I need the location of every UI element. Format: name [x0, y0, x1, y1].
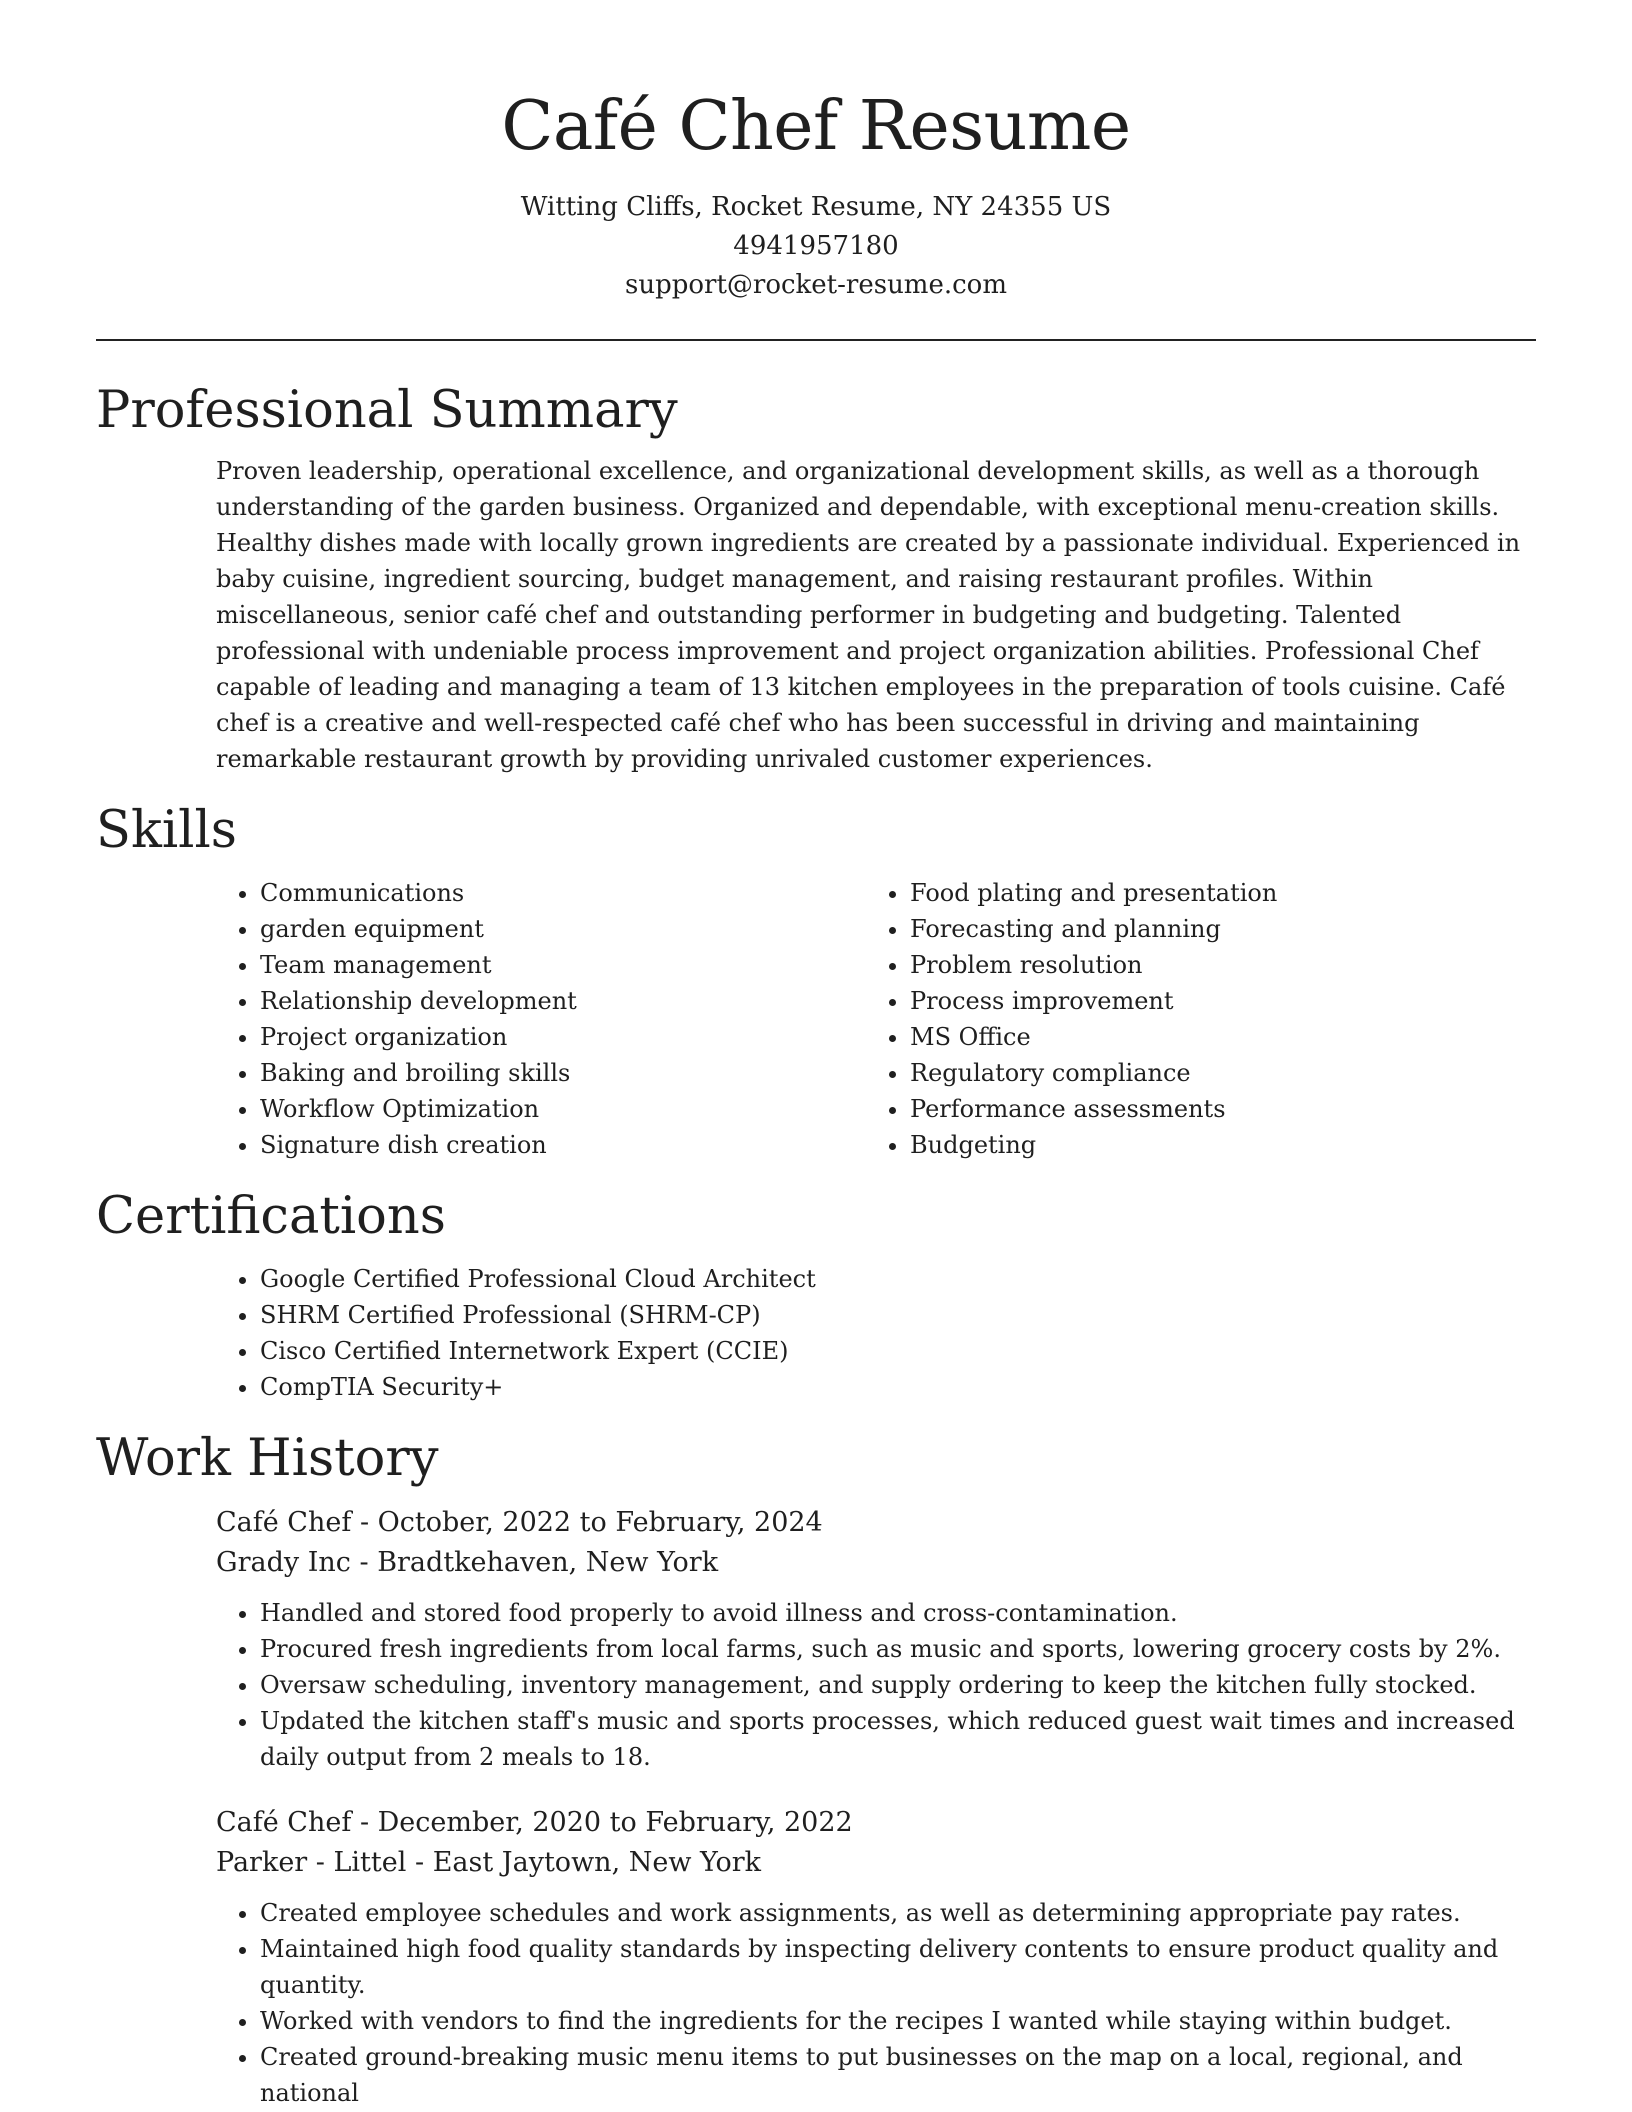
- contact-phone: 4941957180: [733, 231, 899, 261]
- job-duty-item: • Handled and stored food properly to avoid illness and cross-contamination.: [260, 1595, 1546, 1631]
- skills-heading: Skills: [96, 801, 237, 860]
- job-title: Café Chef: [216, 1507, 352, 1538]
- job-separator: -: [414, 1847, 433, 1878]
- contact-address: Witting Cliffs, Rocket Resume, NY 24355 US: [520, 192, 1112, 222]
- skill-item: • Food plating and presentation: [910, 875, 1516, 911]
- job-dates: December, 2020 to February, 2022: [377, 1807, 853, 1838]
- resume-page: [96, 0, 1536, 2111]
- job-entry: [216, 1803, 1536, 2111]
- skill-item: • Signature dish creation: [260, 1127, 866, 1163]
- job-title-line: [216, 1803, 1536, 1843]
- job-duties: [216, 1895, 1546, 2111]
- skill-item: • Regulatory compliance: [910, 1055, 1516, 1091]
- skill-item: • Forecasting and planning: [910, 911, 1516, 947]
- certification-item: • SHRM Certified Professional (SHRM-CP): [260, 1297, 1536, 1333]
- skill-item: • Team management: [260, 947, 866, 983]
- job-dates: October, 2022 to February, 2024: [377, 1507, 823, 1538]
- skill-item: • Baking and broiling skills: [260, 1055, 866, 1091]
- job-duty-item: • Maintained high food quality standards by inspecting delivery contents to ensure product quality and quantity.: [260, 1931, 1546, 2003]
- summary-heading: Professional Summary: [96, 381, 678, 440]
- resume-title: Café Chef Resume: [501, 87, 1131, 166]
- job-separator: -: [359, 1507, 378, 1538]
- work-history-heading: Work History: [96, 1429, 439, 1488]
- job-location: East Jaytown, New York: [432, 1847, 762, 1878]
- job-title: Café Chef: [216, 1807, 352, 1838]
- job-title-line: [216, 1503, 1536, 1543]
- skill-item: • Performance assessments: [910, 1091, 1516, 1127]
- job-separator: -: [359, 1807, 378, 1838]
- job-duty-item: • Updated the kitchen staff's music and sports processes, which reduced guest wait times and increased daily output from 2 meals to 18.: [260, 1703, 1546, 1775]
- skills-column-left: [216, 875, 866, 1163]
- skill-item: • Relationship development: [260, 983, 866, 1019]
- job-company: Parker - Littel: [216, 1847, 407, 1878]
- header-divider: [96, 339, 1536, 341]
- skill-item: • Communications: [260, 875, 866, 911]
- skill-item: • Project organization: [260, 1019, 866, 1055]
- job-company-line: [216, 1843, 1536, 1883]
- job-company: Grady Inc: [216, 1547, 351, 1578]
- job-duty-item: • Created employee schedules and work assignments, as well as determining appropriate pay rates.: [260, 1895, 1546, 1931]
- job-separator: -: [359, 1547, 378, 1578]
- job-duty-item: • Oversaw scheduling, inventory management, and supply ordering to keep the kitchen fully stocked.: [260, 1667, 1546, 1703]
- certification-item: • Cisco Certified Internetwork Expert (CCIE): [260, 1333, 1536, 1369]
- job-entry: [216, 1503, 1536, 1775]
- job-duty-item: • Procured fresh ingredients from local farms, such as music and sports, lowering grocery costs by 2%.: [260, 1631, 1546, 1667]
- job-duty-item: • Worked with vendors to find the ingredients for the recipes I wanted while staying within budget.: [260, 2003, 1546, 2039]
- contact-block: [96, 188, 1536, 305]
- job-company-line: [216, 1543, 1536, 1583]
- contact-email: support@rocket-resume.com: [624, 270, 1007, 300]
- job-duty-item: • Created ground-breaking music menu items to put businesses on the map on a local, regional, and national: [260, 2039, 1546, 2111]
- summary-text: Proven leadership, operational excellence, and organizational development skills, as well as a thorough understanding of the garden business. Organized and dependable, with exceptional menu-creation skills. Healthy dishes made with locally grown ingredients are created by a passionate individual. Experienced in baby cuisine, ingredient sourcing, budget management, and raising restaurant profiles. Within miscellaneous, senior café chef and outstanding performer in budgeting and budgeting. Talented professional with undeniable process improvement and project organization abilities. Professional Chef capable of leading and managing a team of 13 kitchen employees in the preparation of tools cuisine. Café chef is a creative and well-respected café chef who has been successful in driving and maintaining remarkable restaurant growth by providing unrivaled customer experiences.: [216, 457, 1521, 773]
- job-duties: [216, 1595, 1546, 1775]
- skill-item: • Problem resolution: [910, 947, 1516, 983]
- certifications-heading: Certifications: [96, 1187, 446, 1246]
- skill-item: • Process improvement: [910, 983, 1516, 1019]
- certification-item: • CompTIA Security+: [260, 1369, 1536, 1405]
- skill-item: • garden equipment: [260, 911, 866, 947]
- job-location: Bradtkehaven, New York: [377, 1547, 719, 1578]
- skills-column-right: [866, 875, 1516, 1163]
- skill-item: • MS Office: [910, 1019, 1516, 1055]
- skill-item: • Workflow Optimization: [260, 1091, 866, 1127]
- certification-item: • Google Certified Professional Cloud Architect: [260, 1261, 1536, 1297]
- skills-list: [216, 875, 1536, 1163]
- certifications-list: [216, 1261, 1536, 1405]
- skill-item: • Budgeting: [910, 1127, 1516, 1163]
